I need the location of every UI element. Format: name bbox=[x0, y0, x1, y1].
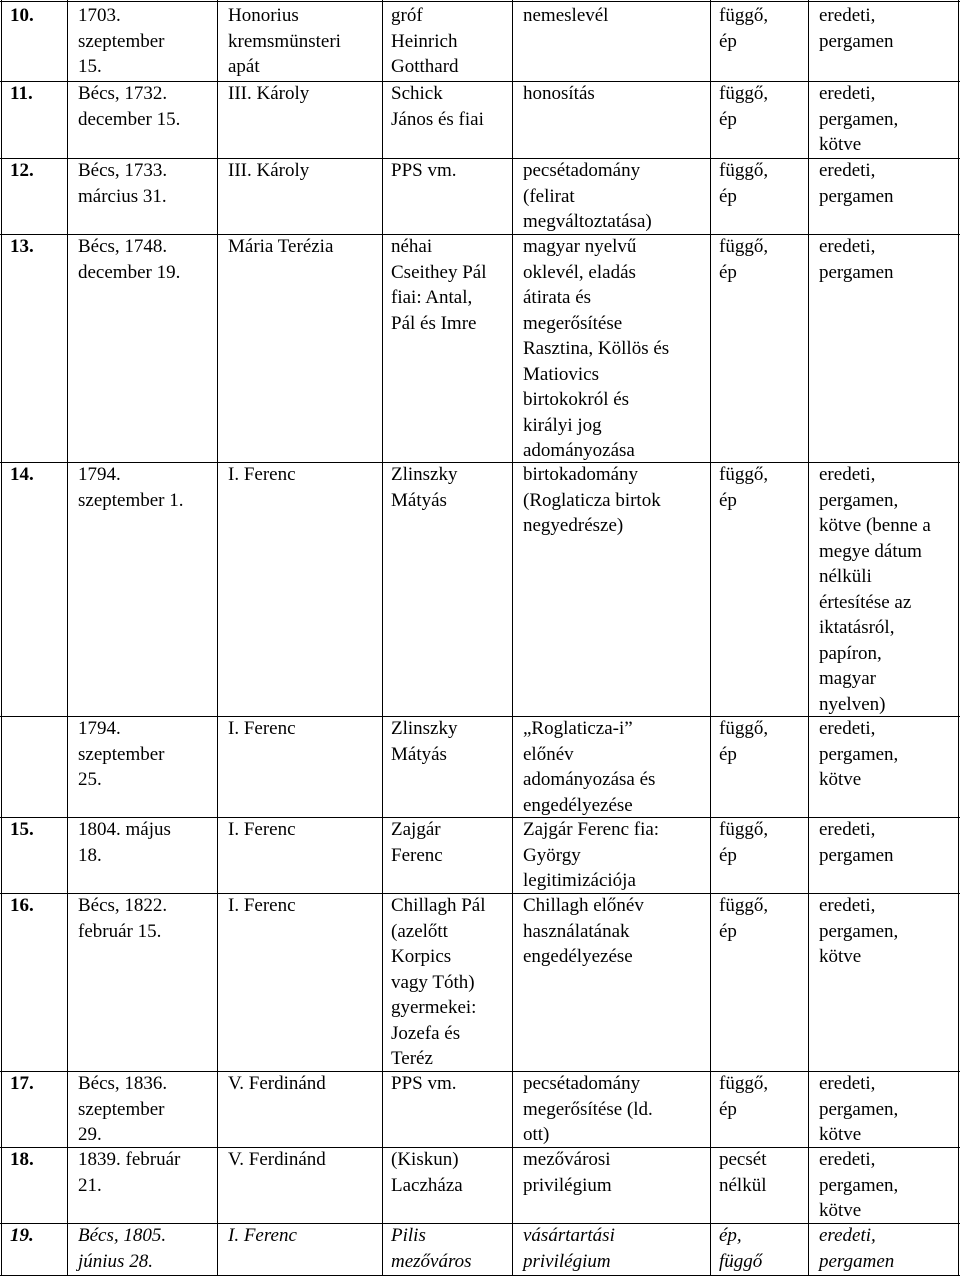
recipient-cell: Zlinszky Mátyás bbox=[391, 718, 458, 765]
date-cell: Bécs, 1733. március 31. bbox=[78, 160, 168, 207]
table-vertical-rule bbox=[710, 0, 711, 1276]
form-cell: eredeti, pergamen bbox=[819, 819, 894, 866]
date-cell: 1794. szeptember 25. bbox=[78, 718, 165, 790]
table-vertical-rule bbox=[1, 0, 2, 1276]
date-cell: 1839. február 21. bbox=[78, 1149, 181, 1196]
issuer-cell: I. Ferenc bbox=[228, 718, 296, 739]
form-cell: eredeti, pergamen, kötve bbox=[819, 1073, 899, 1145]
form-cell: eredeti, pergamen bbox=[819, 160, 894, 207]
date-cell: Bécs, 1836. szeptember 29. bbox=[78, 1073, 168, 1145]
recipient-cell: PPS vm. bbox=[391, 160, 457, 181]
recipient-cell: Zajgár Ferenc bbox=[391, 819, 443, 866]
row-number: 18. bbox=[10, 1149, 34, 1170]
subject-cell: „Roglaticza-i” előnév adományozása és engedélyezése bbox=[523, 718, 656, 816]
seal-cell: függő, ép bbox=[719, 236, 769, 283]
form-cell: eredeti, pergamen, kötve bbox=[819, 1149, 899, 1221]
form-cell: eredeti, pergamen bbox=[819, 5, 894, 52]
form-cell: eredeti, pergamen bbox=[819, 236, 894, 283]
date-cell: 1794. szeptember 1. bbox=[78, 464, 184, 511]
recipient-cell: Chillagh Pál (azelőtt Korpics vagy Tóth) gyermekei: Jozefa és Teréz bbox=[391, 895, 486, 1069]
subject-cell: pecsétadomány (felirat megváltoztatása) bbox=[523, 160, 652, 232]
table-vertical-rule bbox=[958, 0, 959, 1276]
form-cell: eredeti, pergamen, kötve (benne a megye dátum nélküli értesítése az iktatásról, papíron, magyar nyelven) bbox=[819, 464, 931, 715]
row-number: 19. bbox=[10, 1225, 34, 1246]
row-number: 15. bbox=[10, 819, 34, 840]
seal-cell: függő, ép bbox=[719, 895, 769, 942]
seal-cell: függő, ép bbox=[719, 718, 769, 765]
row-number: 11. bbox=[10, 83, 33, 104]
row-number: 12. bbox=[10, 160, 34, 181]
issuer-cell: Mária Terézia bbox=[228, 236, 334, 257]
recipient-cell: (Kiskun) Laczháza bbox=[391, 1149, 463, 1196]
row-number: 16. bbox=[10, 895, 34, 916]
date-cell: Bécs, 1748. december 19. bbox=[78, 236, 181, 283]
table-vertical-rule bbox=[217, 0, 218, 1276]
subject-cell: Chillagh előnév használatának engedélyezése bbox=[523, 895, 644, 967]
issuer-cell: I. Ferenc bbox=[228, 464, 296, 485]
seal-cell: függő, ép bbox=[719, 160, 769, 207]
table-vertical-rule bbox=[382, 0, 383, 1276]
issuer-cell: III. Károly bbox=[228, 83, 310, 104]
subject-cell: vásártartási privilégium bbox=[523, 1225, 615, 1272]
row-number: 17. bbox=[10, 1073, 34, 1094]
seal-cell: függő, ép bbox=[719, 1073, 769, 1120]
date-cell: Bécs, 1732. december 15. bbox=[78, 83, 181, 130]
seal-cell: függő, ép bbox=[719, 5, 769, 52]
seal-cell: függő, ép bbox=[719, 819, 769, 866]
recipient-cell: Pilis mezőváros bbox=[391, 1225, 472, 1272]
issuer-cell: I. Ferenc bbox=[228, 819, 296, 840]
subject-cell: nemeslevél bbox=[523, 5, 609, 26]
date-cell: 1804. május 18. bbox=[78, 819, 171, 866]
row-number: 10. bbox=[10, 5, 34, 26]
subject-cell: mezővárosi privilégium bbox=[523, 1149, 612, 1196]
seal-cell: függő, ép bbox=[719, 83, 769, 130]
table-vertical-rule bbox=[67, 0, 68, 1276]
issuer-cell: III. Károly bbox=[228, 160, 310, 181]
recipient-cell: PPS vm. bbox=[391, 1073, 457, 1094]
date-cell: Bécs, 1822. február 15. bbox=[78, 895, 168, 942]
table-vertical-rule bbox=[808, 0, 809, 1276]
recipient-cell: Schick János és fiai bbox=[391, 83, 484, 130]
issuer-cell: V. Ferdinánd bbox=[228, 1073, 326, 1094]
table-horizontal-rule bbox=[0, 1, 960, 2]
date-cell: Bécs, 1805. június 28. bbox=[78, 1225, 167, 1272]
issuer-cell: Honorius kremsmünsteri apát bbox=[228, 5, 341, 77]
issuer-cell: V. Ferdinánd bbox=[228, 1149, 326, 1170]
row-number: 14. bbox=[10, 464, 34, 485]
form-cell: eredeti, pergamen, kötve bbox=[819, 718, 899, 790]
subject-cell: pecsétadomány megerősítése (ld. ott) bbox=[523, 1073, 653, 1145]
date-cell: 1703. szeptember 15. bbox=[78, 5, 165, 77]
recipient-cell: néhai Cseithey Pál fiai: Antal, Pál és Imre bbox=[391, 236, 487, 334]
subject-cell: magyar nyelvű oklevél, eladás átirata és megerősítése Rasztina, Köllös és Matiovics birtokokról és királyi jog adományozása bbox=[523, 236, 670, 461]
form-cell: eredeti, pergamen, kötve bbox=[819, 895, 899, 967]
seal-cell: pecsét nélkül bbox=[719, 1149, 767, 1196]
seal-cell: ép, függő bbox=[719, 1225, 763, 1272]
form-cell: eredeti, pergamen bbox=[819, 1225, 895, 1272]
recipient-cell: gróf Heinrich Gotthard bbox=[391, 5, 459, 77]
subject-cell: birtokadomány (Roglaticza birtok negyedrésze) bbox=[523, 464, 661, 536]
subject-cell: Zajgár Ferenc fia: György legitimizációja bbox=[523, 819, 660, 891]
table-vertical-rule bbox=[512, 0, 513, 1276]
recipient-cell: Zlinszky Mátyás bbox=[391, 464, 458, 511]
subject-cell: honosítás bbox=[523, 83, 595, 104]
row-number: 13. bbox=[10, 236, 34, 257]
seal-cell: függő, ép bbox=[719, 464, 769, 511]
issuer-cell: I. Ferenc bbox=[228, 895, 296, 916]
issuer-cell: I. Ferenc bbox=[228, 1225, 297, 1246]
form-cell: eredeti, pergamen, kötve bbox=[819, 83, 899, 155]
